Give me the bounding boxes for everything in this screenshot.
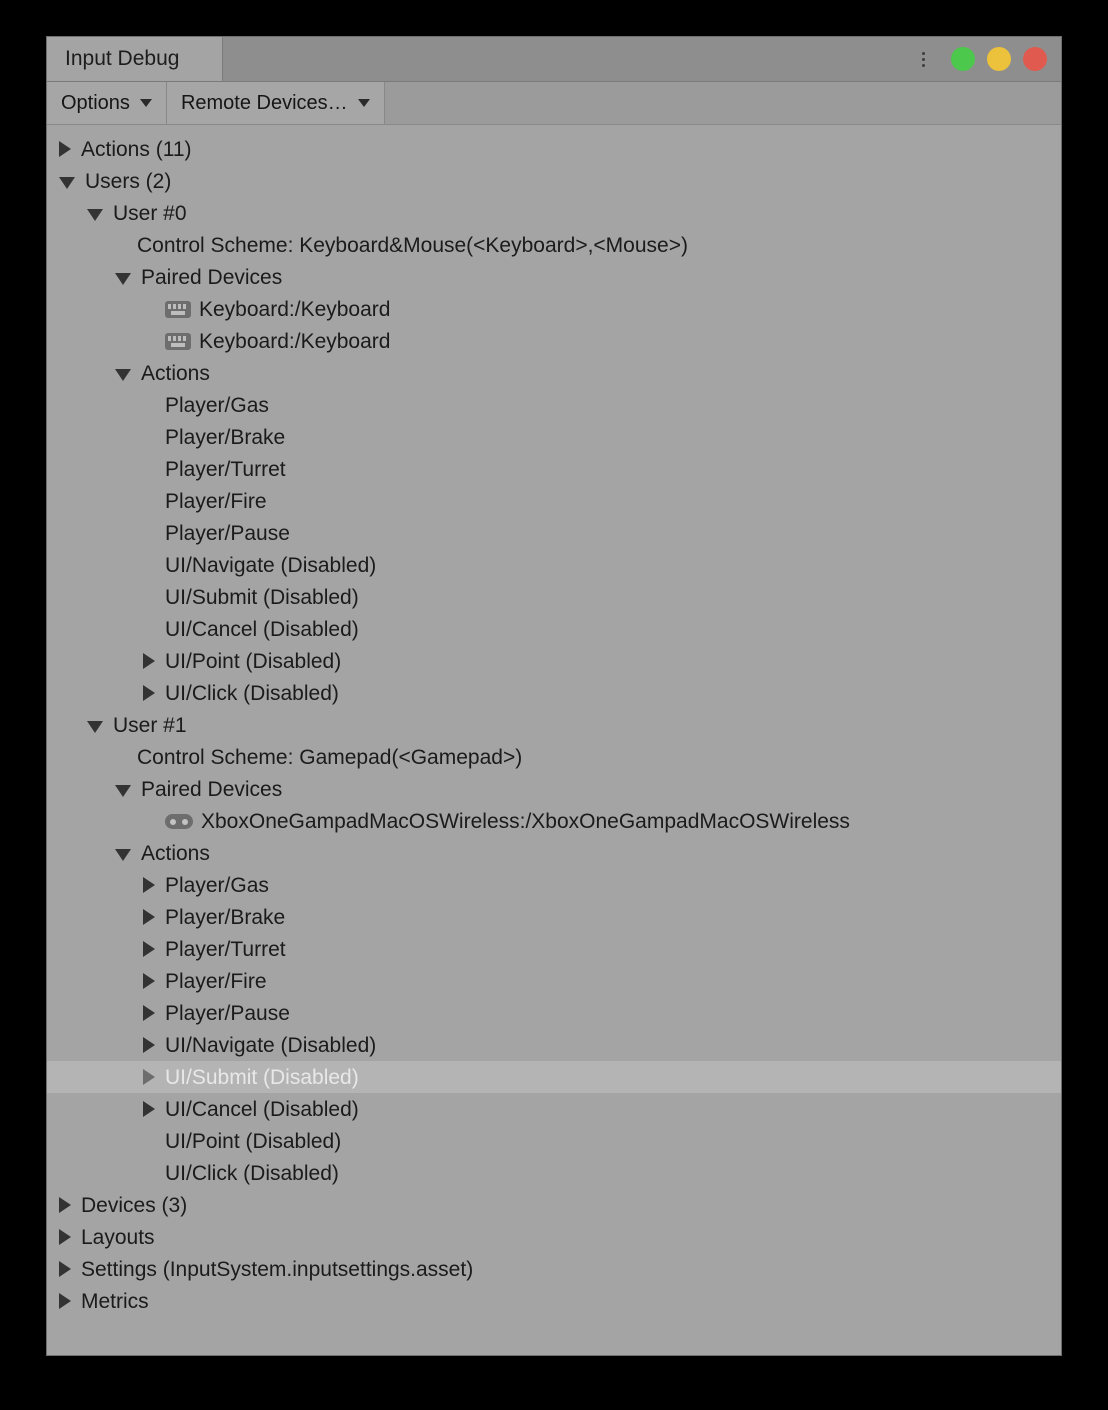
tree-row[interactable] [47, 421, 1061, 453]
chevron-down-icon[interactable] [115, 369, 131, 381]
chevron-down-icon [140, 99, 152, 107]
tree-row[interactable] [47, 357, 1061, 389]
tree-row[interactable] [47, 645, 1061, 677]
chevron-right-icon[interactable] [59, 1261, 71, 1277]
tree-row[interactable] [47, 965, 1061, 997]
tree-row[interactable] [47, 997, 1061, 1029]
tree-row-label: UI/Submit (Disabled) [165, 1065, 359, 1089]
tree-row-label: XboxOneGampadMacOSWireless:/XboxOneGampadMacOSWireless [201, 809, 850, 833]
tree-spacer [143, 341, 155, 342]
tree-row-label: Player/Pause [165, 1001, 290, 1025]
tree-row[interactable] [47, 869, 1061, 901]
tree-row[interactable] [47, 1093, 1061, 1125]
tree-row[interactable] [47, 1157, 1061, 1189]
chevron-down-icon[interactable] [115, 849, 131, 861]
chevron-down-icon[interactable] [87, 209, 103, 221]
options-dropdown[interactable] [47, 82, 167, 124]
tree-row-label: Player/Turret [165, 457, 286, 481]
tree-row[interactable] [47, 549, 1061, 581]
chevron-right-icon[interactable] [59, 1197, 71, 1213]
tree-spacer [143, 565, 155, 566]
chevron-right-icon[interactable] [143, 653, 155, 669]
chevron-down-icon[interactable] [115, 273, 131, 285]
tree-row-label: UI/Cancel (Disabled) [165, 1097, 359, 1121]
tree-row-label: Player/Brake [165, 425, 286, 449]
tree-row-label: Player/Pause [165, 521, 290, 545]
tree-row-label: Actions (11) [81, 137, 192, 161]
gamepad-icon [165, 814, 193, 829]
tree-row[interactable] [47, 1029, 1061, 1061]
tree-row[interactable] [47, 677, 1061, 709]
chevron-down-icon[interactable] [87, 721, 103, 733]
tree-row[interactable] [47, 1221, 1061, 1253]
tree-row-label: User #1 [113, 713, 187, 737]
tree-row[interactable] [47, 1189, 1061, 1221]
chevron-right-icon[interactable] [143, 685, 155, 701]
tree-row-label: Paired Devices [141, 777, 283, 801]
tree-row[interactable] [47, 325, 1061, 357]
tree-row-label: UI/Point (Disabled) [165, 649, 342, 673]
close-button[interactable] [1023, 47, 1047, 71]
chevron-down-icon[interactable] [59, 177, 75, 189]
chevron-right-icon[interactable] [143, 1005, 155, 1021]
chevron-right-icon[interactable] [143, 973, 155, 989]
toolbar [47, 82, 1061, 125]
tree-row[interactable] [47, 901, 1061, 933]
tree-row-label: Settings (InputSystem.inputsettings.asset) [81, 1257, 474, 1281]
tree-spacer [115, 757, 127, 758]
tree-row-label: Player/Gas [165, 873, 269, 897]
tree-row-label: UI/Navigate (Disabled) [165, 553, 377, 577]
tree-spacer [143, 597, 155, 598]
options-label: Options [61, 91, 130, 114]
tree-row[interactable] [47, 1125, 1061, 1157]
chevron-right-icon[interactable] [59, 141, 71, 157]
tree-row-label: Actions [141, 361, 210, 385]
tree-spacer [143, 1173, 155, 1174]
tree-spacer [143, 405, 155, 406]
tree-row[interactable] [47, 773, 1061, 805]
tree-row-label: UI/Point (Disabled) [165, 1129, 342, 1153]
keyboard-icon [165, 301, 191, 318]
chevron-right-icon[interactable] [143, 877, 155, 893]
tree-row-label: Actions [141, 841, 210, 865]
tree-row-label: Player/Brake [165, 905, 286, 929]
tree-row-label: Users (2) [85, 169, 172, 193]
tree-row-label: Control Scheme: Gamepad(<Gamepad>) [137, 745, 523, 769]
tree-row[interactable] [47, 165, 1061, 197]
chevron-right-icon[interactable] [143, 1069, 155, 1085]
tree-row[interactable] [47, 1285, 1061, 1317]
tree-row[interactable] [47, 709, 1061, 741]
tree-spacer [143, 533, 155, 534]
tree-spacer [143, 309, 155, 310]
input-debug-window [46, 36, 1062, 1356]
kebab-menu-icon[interactable] [913, 47, 933, 71]
keyboard-icon [165, 333, 191, 350]
chevron-down-icon[interactable] [115, 785, 131, 797]
window-controls [913, 37, 1047, 81]
minimize-button[interactable] [987, 47, 1011, 71]
tab-label: Input Debug [65, 47, 180, 70]
remote-devices-dropdown[interactable] [167, 82, 385, 124]
zoom-button[interactable] [951, 47, 975, 71]
chevron-right-icon[interactable] [59, 1293, 71, 1309]
tree-row-label: User #0 [113, 201, 187, 225]
tree-spacer [143, 469, 155, 470]
tree-row-label: Metrics [81, 1289, 149, 1313]
tree-row-label: Layouts [81, 1225, 155, 1249]
tree-row[interactable] [47, 741, 1061, 773]
chevron-right-icon[interactable] [143, 909, 155, 925]
toolbar-filler [385, 82, 1061, 124]
remote-devices-label: Remote Devices… [180, 91, 348, 114]
tree-row-label: Player/Fire [165, 489, 267, 513]
tree-spacer [143, 629, 155, 630]
tree-row-label: Devices (3) [81, 1193, 188, 1217]
tree-row[interactable] [47, 837, 1061, 869]
tree-row-label: Keyboard:/Keyboard [199, 329, 391, 353]
tree-row[interactable] [47, 261, 1061, 293]
tree-row[interactable] [47, 293, 1061, 325]
tree-spacer [115, 245, 127, 246]
tree-row-label: Control Scheme: Keyboard&Mouse(<Keyboard>,<Mouse>) [137, 233, 688, 257]
tree-row[interactable] [47, 613, 1061, 645]
tree-row-label: Keyboard:/Keyboard [199, 297, 391, 321]
tree-row-label: UI/Click (Disabled) [165, 1161, 339, 1185]
tree-row[interactable] [47, 485, 1061, 517]
debug-tree[interactable] [47, 125, 1061, 1356]
chevron-right-icon[interactable] [143, 941, 155, 957]
tree-row[interactable] [47, 517, 1061, 549]
window-titlebar [47, 37, 1061, 82]
tree-row-label: UI/Submit (Disabled) [165, 585, 359, 609]
tree-row-label: UI/Cancel (Disabled) [165, 617, 359, 641]
tree-row[interactable] [47, 389, 1061, 421]
tree-row-label: Player/Gas [165, 393, 269, 417]
tree-row[interactable] [47, 197, 1061, 229]
chevron-right-icon[interactable] [143, 1037, 155, 1053]
tree-spacer [143, 1141, 155, 1142]
tree-row[interactable] [47, 933, 1061, 965]
tree-row[interactable] [47, 1061, 1061, 1093]
tree-row-label: Player/Turret [165, 937, 286, 961]
tree-row-label: UI/Click (Disabled) [165, 681, 339, 705]
tree-row[interactable] [47, 805, 1061, 837]
tree-row[interactable] [47, 581, 1061, 613]
tree-row-label: UI/Navigate (Disabled) [165, 1033, 377, 1057]
tree-row[interactable] [47, 133, 1061, 165]
tree-spacer [143, 501, 155, 502]
tree-row-label: Player/Fire [165, 969, 267, 993]
chevron-down-icon [358, 99, 370, 107]
tree-row[interactable] [47, 229, 1061, 261]
tree-row[interactable] [47, 1253, 1061, 1285]
tree-row-label: Paired Devices [141, 265, 283, 289]
tree-row[interactable] [47, 453, 1061, 485]
tab-input-debug[interactable] [47, 37, 223, 81]
chevron-right-icon[interactable] [143, 1101, 155, 1117]
chevron-right-icon[interactable] [59, 1229, 71, 1245]
tree-spacer [143, 437, 155, 438]
tree-spacer [143, 821, 155, 822]
